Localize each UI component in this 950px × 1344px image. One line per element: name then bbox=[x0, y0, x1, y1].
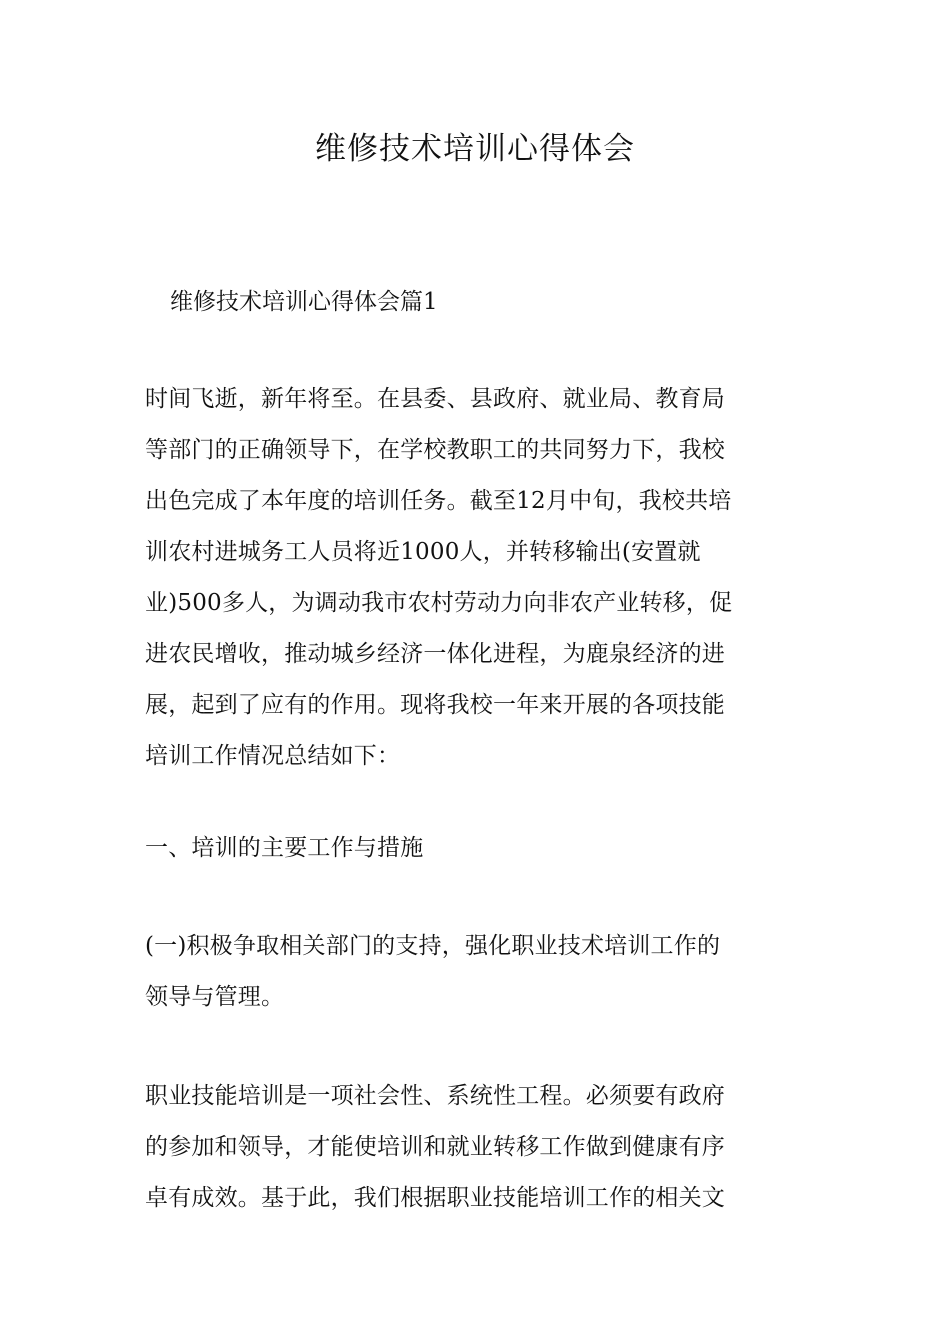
paragraph-line: 培训工作情况总结如下： bbox=[145, 743, 401, 769]
paragraph-vocational-training bbox=[145, 1071, 805, 1224]
paragraph-line: 时间飞逝，新年将至。在县委、县政府、就业局、教育局 bbox=[145, 386, 725, 412]
paragraph-line: 进农民增收，推动城乡经济一体化进程，为鹿泉经济的进 bbox=[145, 641, 725, 667]
paragraph-line: 展，起到了应有的作用。现将我校一年来开展的各项技能 bbox=[145, 692, 725, 718]
heading-line: 一、培训的主要工作与措施 bbox=[145, 835, 424, 861]
section-title: 维修技术培训心得体会篇1 bbox=[170, 289, 438, 315]
paragraph-line: 业)500多人，为调动我市农村劳动力向非农产业转移，促 bbox=[145, 590, 733, 616]
paragraph-line: 训农村进城务工人员将近1000人，并转移输出(安置就 bbox=[145, 539, 701, 565]
paragraph-line: 职业技能培训是一项社会性、系统性工程。必须要有政府 bbox=[145, 1083, 725, 1109]
paragraph-line: 卓有成效。基于此，我们根据职业技能培训工作的相关文 bbox=[145, 1185, 725, 1211]
paragraph-line: 领导与管理。 bbox=[145, 984, 285, 1010]
paragraph-line: 等部门的正确领导下，在学校教职工的共同努力下，我校 bbox=[145, 437, 725, 463]
paragraph-intro bbox=[145, 374, 805, 782]
paragraph-support bbox=[145, 921, 805, 1023]
paragraph-line: 的参加和领导，才能使培训和就业转移工作做到健康有序 bbox=[145, 1134, 725, 1160]
document-title: 维修技术培训心得体会 bbox=[315, 131, 635, 167]
heading-main-work bbox=[145, 823, 805, 874]
paragraph-line: 出色完成了本年度的培训任务。截至12月中旬，我校共培 bbox=[145, 488, 732, 514]
paragraph-line: (一)积极争取相关部门的支持，强化职业技术培训工作的 bbox=[145, 933, 721, 959]
